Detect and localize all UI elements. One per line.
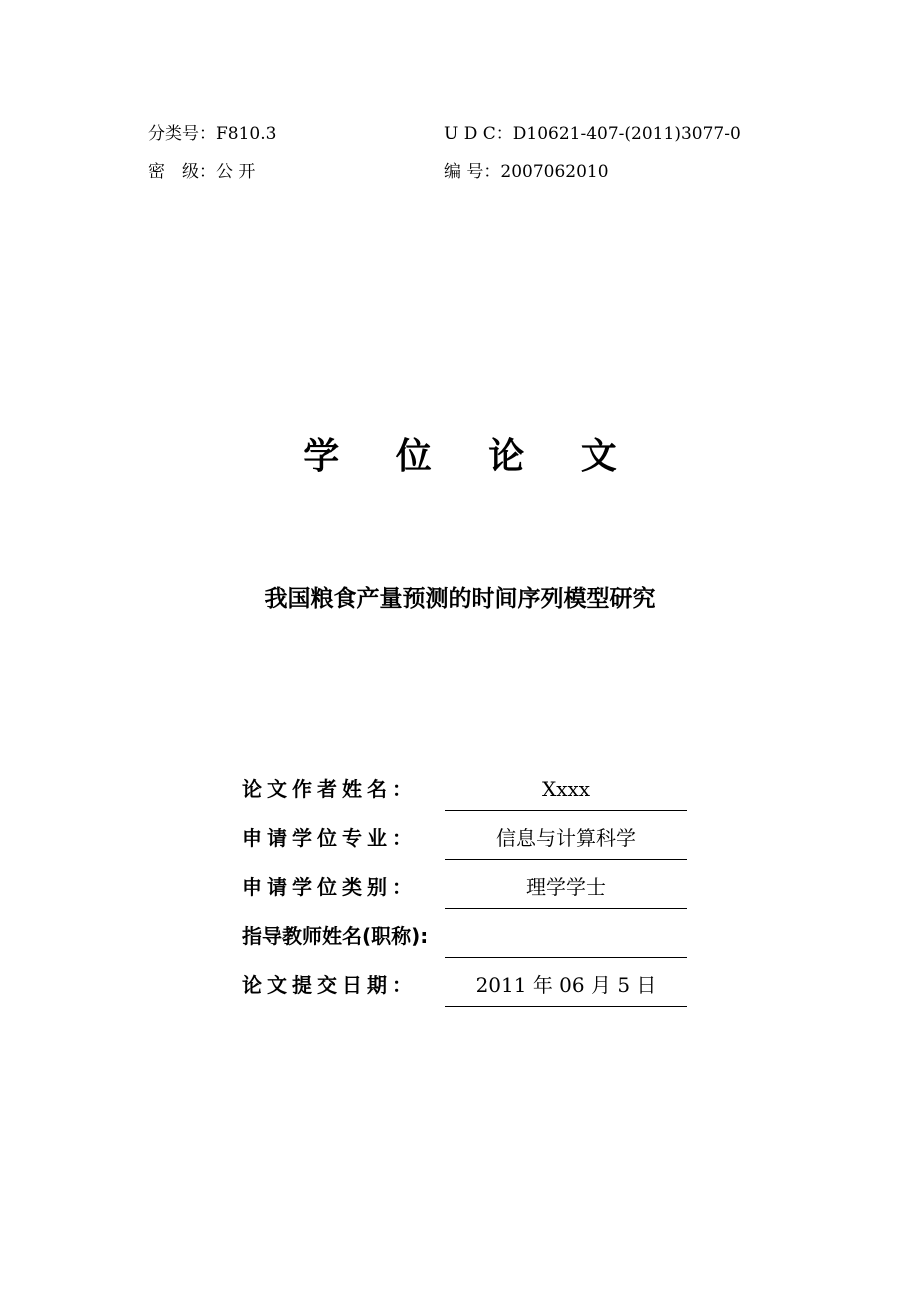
degree-underline: [445, 908, 687, 909]
secrecy-level: 密 级：公 开: [148, 162, 256, 182]
degree-label: 申请学位类别：: [242, 875, 417, 899]
major-value: 信息与计算科学: [496, 826, 636, 850]
advisor-underline: [445, 957, 687, 958]
degree-row: [242, 872, 702, 902]
author-underline: [445, 810, 687, 811]
major-label: 申请学位专业：: [242, 826, 417, 850]
major-underline: [445, 859, 687, 860]
date-value: 2011 年 06 月 5 日: [475, 973, 657, 997]
date-underline: [445, 1006, 687, 1007]
document-number: 编 号：2007062010: [444, 162, 609, 182]
author-value: Xxxx: [541, 777, 591, 801]
degree-value: 理学学士: [526, 875, 606, 899]
author-label: 论文作者姓名：: [242, 777, 417, 801]
udc-code: U D C：D10621-407-(2011)3077-0: [444, 124, 741, 144]
major-row: [242, 823, 702, 853]
date-row: [242, 970, 702, 1000]
classification-number: 分类号：F810.3: [148, 124, 277, 144]
thesis-title: 我国粮食产量预测的时间序列模型研究: [264, 586, 656, 612]
author-row: [242, 774, 702, 804]
advisor-row: [242, 921, 702, 951]
page-title: 学 位 论 文: [303, 436, 639, 477]
advisor-label: 指导教师姓名(职称):: [242, 924, 429, 948]
date-label: 论文提交日期：: [242, 973, 417, 997]
